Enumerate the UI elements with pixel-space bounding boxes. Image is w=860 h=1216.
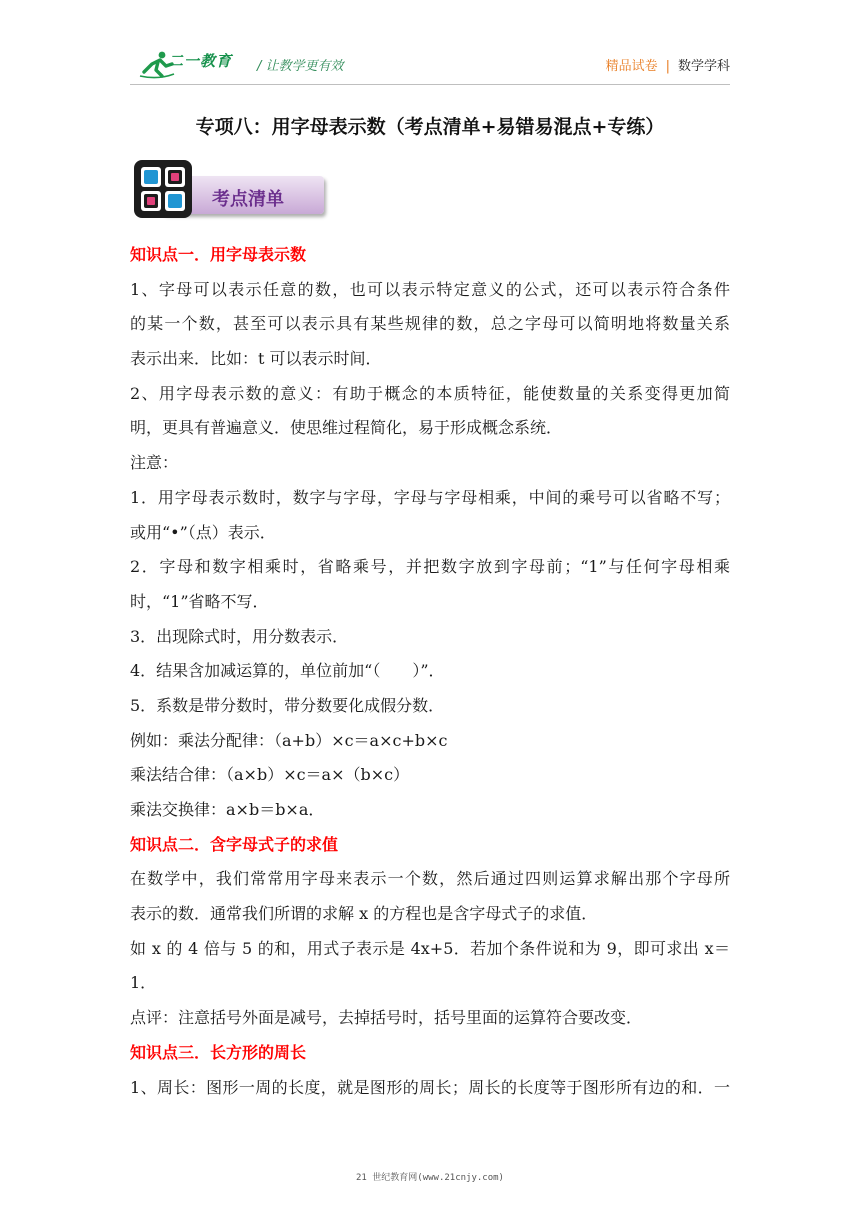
body-line: 的某一个数，甚至可以表示具有某些规律的数，总之字母可以简明地将数量关系 bbox=[130, 314, 730, 334]
header-divider bbox=[130, 84, 730, 85]
section-heading: 知识点二．含字母式子的求值 bbox=[130, 834, 339, 854]
header-subject: 数学学科 bbox=[677, 59, 730, 74]
document-title: 专项八：用字母表示数（考点清单+易错易混点+专练） bbox=[195, 116, 665, 138]
body-line: 乘法交换律：a×b＝b×a． bbox=[130, 800, 325, 819]
body-line: 表示出来．比如：t 可以表示时间． bbox=[130, 349, 382, 369]
header-label: 精品试卷 bbox=[605, 59, 658, 74]
badge-label: 考点清单 bbox=[212, 189, 284, 210]
body-line: 在数学中，我们常常用字母来表示一个数，然后通过四则运算求解出那个字母所 bbox=[130, 869, 730, 889]
section-badge bbox=[134, 160, 326, 222]
body-line: 5．系数是带分数时，带分数要化成假分数． bbox=[130, 695, 445, 715]
section-heading: 知识点三．长方形的周长 bbox=[130, 1042, 307, 1062]
body-line: 乘法结合律：（a×b）×c＝a×（b×c） bbox=[130, 765, 410, 785]
document-body bbox=[130, 238, 730, 1105]
grid-squares-icon bbox=[134, 160, 192, 218]
page-header bbox=[130, 44, 730, 84]
body-line: 如 x 的 4 倍与 5 的和，用式子表示是 4x+5．若加个条件说和为 9，即可求出 x＝ bbox=[130, 938, 730, 958]
body-line: 时，“1”省略不写． bbox=[130, 591, 269, 611]
body-line: 点评：注意括号外面是减号，去掉括号时，括号里面的运算符合要改变． bbox=[130, 1008, 643, 1028]
header-right bbox=[606, 55, 730, 74]
body-line: 1、字母可以表示任意的数，也可以表示特定意义的公式，还可以表示符合条件 bbox=[130, 279, 730, 299]
body-line: 1． bbox=[130, 973, 157, 993]
header-separator: | bbox=[665, 59, 670, 74]
body-line: 2、用字母表示数的意义：有助于概念的本质特征，能使数量的关系变得更加简 bbox=[130, 383, 730, 403]
section-heading: 知识点一．用字母表示数 bbox=[130, 245, 307, 264]
body-line: 2．字母和数字相乘时，省略乘号，并把数字放到字母前；“1”与任何字母相乘 bbox=[130, 557, 730, 577]
page-footer: 21 世纪教育网(www.21cnjy.com) bbox=[356, 1173, 504, 1183]
body-line: 3．出现除式时，用分数表示． bbox=[130, 626, 349, 646]
body-line: 或用“•”（点）表示． bbox=[130, 522, 276, 542]
body-line: 明，更具有普遍意义．使思维过程简化，易于形成概念系统． bbox=[130, 418, 563, 438]
header-slogan: / 让教学更有效 bbox=[257, 59, 344, 74]
body-line: 表示的数．通常我们所谓的求解 x 的方程也是含字母式子的求值． bbox=[130, 904, 598, 924]
body-line: 1、周长：图形一周的长度，就是图形的周长；周长的长度等于图形所有边的和．一 bbox=[130, 1077, 730, 1097]
body-line: 注意： bbox=[130, 453, 179, 473]
body-line: 4．结果含加减运算的，单位前加“（ ）”． bbox=[130, 661, 445, 681]
body-line: 1．用字母表示数时，数字与字母，字母与字母相乘，中间的乘号可以省略不写； bbox=[130, 487, 730, 507]
logo-text: 二一教育 bbox=[168, 52, 233, 70]
body-line: 例如：乘法分配律：（a+b）×c＝a×c+b×c bbox=[130, 730, 448, 750]
